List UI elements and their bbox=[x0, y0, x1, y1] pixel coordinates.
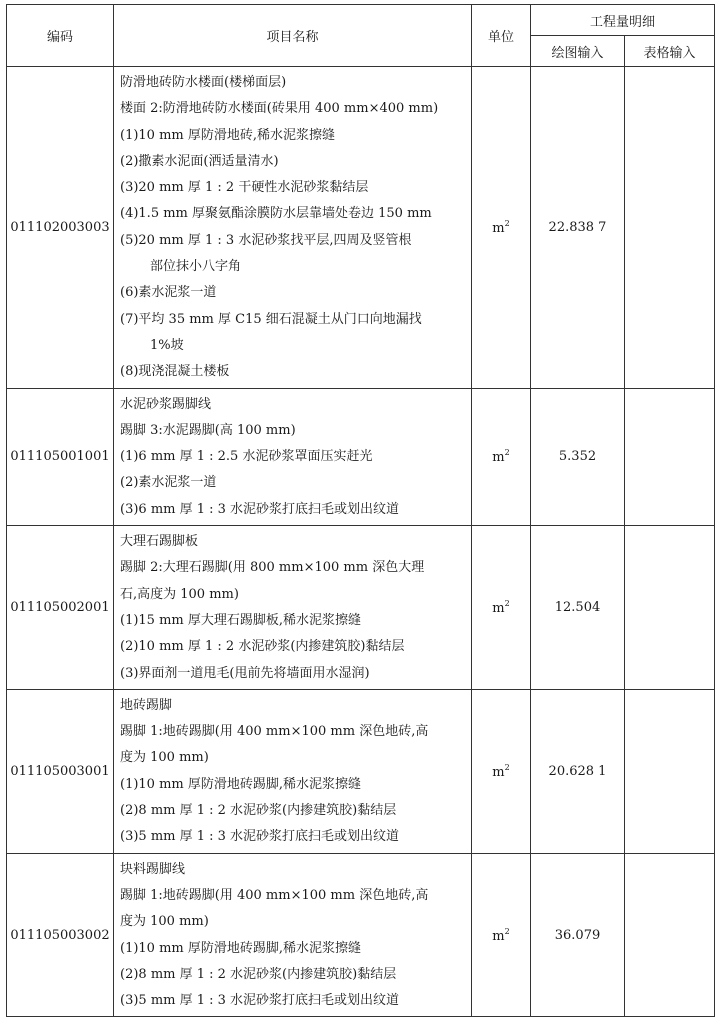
row-description bbox=[114, 526, 472, 690]
row-code: 011102003003 bbox=[7, 67, 114, 389]
header-unit: 单位 bbox=[472, 5, 531, 67]
item-title: 水泥砂浆踢脚线 bbox=[120, 396, 212, 412]
item-title: 块料踢脚线 bbox=[120, 861, 186, 877]
row-description bbox=[114, 388, 472, 525]
item-line: 度为 100 mm) bbox=[120, 750, 209, 766]
item-line: 度为 100 mm) bbox=[120, 914, 209, 930]
item-title: 地砖踢脚 bbox=[120, 697, 173, 713]
item-line: (2)8 mm 厚 1 : 2 水泥砂浆(内掺建筑胶)黏结层 bbox=[120, 803, 397, 819]
row-drawing-input: 22.838 7 bbox=[531, 67, 625, 389]
row-drawing-input: 5.352 bbox=[531, 388, 625, 525]
item-line: (7)平均 35 mm 厚 C15 细石混凝土从门口向地漏找 bbox=[120, 311, 422, 327]
item-line: 部位抹小八字角 bbox=[150, 259, 242, 275]
table-row bbox=[7, 526, 715, 690]
row-code: 011105001001 bbox=[7, 388, 114, 525]
table-row bbox=[7, 689, 715, 853]
item-line: (2)素水泥浆一道 bbox=[120, 475, 217, 491]
header-drawing-input: 绘图输入 bbox=[531, 36, 625, 67]
item-title: 防滑地砖防水楼面(楼梯面层) bbox=[120, 75, 287, 90]
header-name: 项目名称 bbox=[114, 5, 472, 67]
item-line: (3)5 mm 厚 1 : 3 水泥砂浆打底扫毛或划出纹道 bbox=[120, 829, 400, 845]
item-line: (1)10 mm 厚防滑地砖踢脚,稀水泥浆擦缝 bbox=[120, 940, 362, 956]
header-code: 编码 bbox=[7, 5, 114, 67]
unit-base: m bbox=[492, 600, 505, 616]
row-code: 011105003001 bbox=[7, 689, 114, 853]
item-line: 楼面 2:防滑地砖防水楼面(砖果用 400 mm×400 mm) bbox=[120, 101, 439, 117]
item-line: (6)素水泥浆一道 bbox=[120, 285, 217, 301]
row-description bbox=[114, 689, 472, 853]
item-line: (1)6 mm 厚 1 : 2.5 水泥砂浆罩面压实赶光 bbox=[120, 449, 373, 465]
item-line: (2)8 mm 厚 1 : 2 水泥砂浆(内掺建筑胶)黏结层 bbox=[120, 966, 397, 982]
item-line: 踢脚 3:水泥踢脚(高 100 mm) bbox=[120, 422, 296, 438]
row-table-input bbox=[625, 853, 715, 1017]
header-table-input: 表格输入 bbox=[625, 36, 715, 67]
table-row bbox=[7, 388, 715, 525]
table-row bbox=[7, 67, 715, 389]
item-line: (3)界面剂一道甩毛(甩前先将墙面用水湿润) bbox=[120, 665, 370, 681]
row-table-input bbox=[625, 388, 715, 525]
unit-exponent: 2 bbox=[504, 218, 510, 228]
row-unit bbox=[472, 526, 531, 690]
item-line: (3)6 mm 厚 1 : 3 水泥砂浆打底扫毛或划出纹道 bbox=[120, 501, 400, 517]
row-drawing-input: 20.628 1 bbox=[531, 689, 625, 853]
item-line: (8)现浇混凝土楼板 bbox=[120, 364, 230, 380]
item-line: (1)10 mm 厚防滑地砖,稀水泥浆擦缝 bbox=[120, 127, 336, 143]
item-line: (2)10 mm 厚 1 : 2 水泥砂浆(内掺建筑胶)黏结层 bbox=[120, 639, 405, 655]
unit-exponent: 2 bbox=[504, 926, 510, 936]
row-code: 011105002001 bbox=[7, 526, 114, 690]
row-code: 011105003002 bbox=[7, 853, 114, 1017]
row-drawing-input: 12.504 bbox=[531, 526, 625, 690]
item-line: 踢脚 1:地砖踢脚(用 400 mm×100 mm 深色地砖,高 bbox=[120, 887, 429, 903]
row-table-input bbox=[625, 67, 715, 389]
row-table-input bbox=[625, 526, 715, 690]
item-title: 大理石踢脚板 bbox=[120, 534, 199, 550]
item-line: 踢脚 2:大理石踢脚(用 800 mm×100 mm 深色大理 bbox=[120, 560, 425, 576]
item-line: 石,高度为 100 mm) bbox=[120, 586, 239, 602]
unit-exponent: 2 bbox=[504, 762, 510, 772]
unit-base: m bbox=[492, 220, 505, 236]
item-line: 1%坡 bbox=[150, 337, 184, 353]
unit-base: m bbox=[492, 928, 505, 944]
quantity-table bbox=[6, 4, 715, 1017]
unit-base: m bbox=[492, 450, 505, 466]
row-drawing-input: 36.079 bbox=[531, 853, 625, 1017]
item-line: (4)1.5 mm 厚聚氨酯涂膜防水层靠墙处卷边 150 mm bbox=[120, 206, 432, 222]
unit-base: m bbox=[492, 764, 505, 780]
row-unit bbox=[472, 689, 531, 853]
header-quantity-group: 工程量明细 bbox=[531, 5, 715, 36]
row-unit bbox=[472, 853, 531, 1017]
item-line: (2)撒素水泥面(洒适量清水) bbox=[120, 153, 279, 169]
unit-exponent: 2 bbox=[504, 598, 510, 608]
row-table-input bbox=[625, 689, 715, 853]
item-line: (3)5 mm 厚 1 : 3 水泥砂浆打底扫毛或划出纹道 bbox=[120, 993, 400, 1009]
item-line: (1)10 mm 厚防滑地砖踢脚,稀水泥浆擦缝 bbox=[120, 776, 362, 792]
row-description bbox=[114, 853, 472, 1017]
row-description bbox=[114, 67, 472, 389]
item-line: (5)20 mm 厚 1 : 3 水泥砂浆找平层,四周及竖管根 bbox=[120, 232, 412, 248]
row-unit bbox=[472, 67, 531, 389]
item-line: (1)15 mm 厚大理石踢脚板,稀水泥浆擦缝 bbox=[120, 612, 362, 628]
row-unit bbox=[472, 388, 531, 525]
unit-exponent: 2 bbox=[504, 448, 510, 458]
item-line: 踢脚 1:地砖踢脚(用 400 mm×100 mm 深色地砖,高 bbox=[120, 724, 429, 740]
item-line: (3)20 mm 厚 1 : 2 干硬性水泥砂浆黏结层 bbox=[120, 180, 369, 196]
table-row bbox=[7, 853, 715, 1017]
